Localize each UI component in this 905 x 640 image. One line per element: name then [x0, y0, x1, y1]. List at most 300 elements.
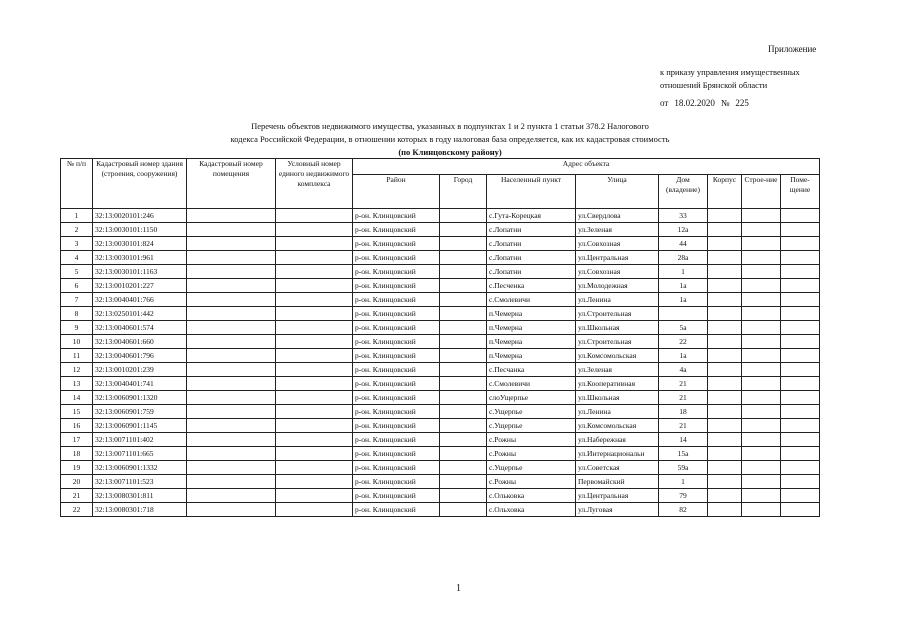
- cadastral-building-number: 32:13:0080301:718: [93, 503, 187, 517]
- city-cell: [440, 405, 487, 419]
- table-row: [61, 447, 820, 461]
- table-row: [61, 433, 820, 447]
- pomeshchenie-cell: [781, 475, 820, 489]
- pomeshchenie-cell: [781, 489, 820, 503]
- pomeshchenie-cell: [781, 209, 820, 223]
- district-cell: р-он. Клинцовский: [353, 349, 440, 363]
- city-cell: [440, 335, 487, 349]
- city-cell: [440, 279, 487, 293]
- korpus-cell: [708, 503, 742, 517]
- locality-cell: с.Лопатни: [487, 251, 576, 265]
- locality-cell: с.Ущерпье: [487, 461, 576, 475]
- stroenie-cell: [742, 265, 781, 279]
- cadastral-room-number: [187, 461, 276, 475]
- street-cell: ул.Строительная: [576, 335, 659, 349]
- table-row: [61, 223, 820, 237]
- korpus-cell: [708, 223, 742, 237]
- cadastral-building-number: 32:13:0030101:1150: [93, 223, 187, 237]
- house-cell: [659, 307, 708, 321]
- street-cell: ул.Центральная: [576, 251, 659, 265]
- house-cell: 1а: [659, 349, 708, 363]
- city-cell: [440, 265, 487, 279]
- street-cell: ул.Школьная: [576, 321, 659, 335]
- cadastral-room-number: [187, 475, 276, 489]
- objects-table: [60, 158, 820, 517]
- street-cell: ул.Комсомольская: [576, 419, 659, 433]
- korpus-cell: [708, 377, 742, 391]
- cadastral-room-number: [187, 265, 276, 279]
- table-row: [61, 279, 820, 293]
- stroenie-cell: [742, 293, 781, 307]
- conditional-number: [276, 489, 353, 503]
- house-cell: 15а: [659, 447, 708, 461]
- house-cell: 1а: [659, 293, 708, 307]
- street-cell: ул.Школьная: [576, 391, 659, 405]
- conditional-number: [276, 475, 353, 489]
- row-number: 9: [61, 321, 93, 335]
- pomeshchenie-cell: [781, 335, 820, 349]
- locality-cell: слоУщерпье: [487, 391, 576, 405]
- stroenie-cell: [742, 391, 781, 405]
- header-house: Дом (владение): [659, 175, 708, 209]
- conditional-number: [276, 433, 353, 447]
- korpus-cell: [708, 265, 742, 279]
- page-number: 1: [456, 583, 461, 594]
- house-cell: 28а: [659, 251, 708, 265]
- district-cell: р-он. Клинцовский: [353, 209, 440, 223]
- conditional-number: [276, 307, 353, 321]
- city-cell: [440, 209, 487, 223]
- cadastral-building-number: 32:13:0020101:246: [93, 209, 187, 223]
- locality-cell: с.Гута-Корецкая: [487, 209, 576, 223]
- stroenie-cell: [742, 349, 781, 363]
- stroenie-cell: [742, 461, 781, 475]
- korpus-cell: [708, 349, 742, 363]
- appendix-label: Приложение: [768, 44, 817, 54]
- header-cad-building: Кадастровый номер здания (строения, сооружения): [93, 159, 187, 209]
- table-row: [61, 293, 820, 307]
- header-stroenie: Строе-ние: [742, 175, 781, 209]
- table-row: [61, 363, 820, 377]
- house-cell: 18: [659, 405, 708, 419]
- cadastral-room-number: [187, 335, 276, 349]
- district-cell: р-он. Клинцовский: [353, 363, 440, 377]
- pomeshchenie-cell: [781, 237, 820, 251]
- header-city: Город: [440, 175, 487, 209]
- korpus-cell: [708, 279, 742, 293]
- district-cell: р-он. Клинцовский: [353, 419, 440, 433]
- city-cell: [440, 461, 487, 475]
- city-cell: [440, 419, 487, 433]
- header-korpus: Корпус: [708, 175, 742, 209]
- row-number: 13: [61, 377, 93, 391]
- house-cell: 12а: [659, 223, 708, 237]
- district-cell: р-он. Клинцовский: [353, 461, 440, 475]
- pomeshchenie-cell: [781, 377, 820, 391]
- stroenie-cell: [742, 223, 781, 237]
- order-date: 18.02.2020: [674, 98, 715, 108]
- locality-cell: с.Лопатни: [487, 223, 576, 237]
- table-row: [61, 349, 820, 363]
- locality-cell: с.Песчанка: [487, 363, 576, 377]
- city-cell: [440, 237, 487, 251]
- locality-cell: с.Песченка: [487, 279, 576, 293]
- cadastral-building-number: 32:13:0030101:1163: [93, 265, 187, 279]
- house-cell: 33: [659, 209, 708, 223]
- korpus-cell: [708, 405, 742, 419]
- locality-cell: с.Рожны: [487, 475, 576, 489]
- house-cell: 5а: [659, 321, 708, 335]
- pomeshchenie-cell: [781, 223, 820, 237]
- row-number: 10: [61, 335, 93, 349]
- conditional-number: [276, 321, 353, 335]
- table-row: [61, 237, 820, 251]
- district-cell: р-он. Клинцовский: [353, 447, 440, 461]
- pomeshchenie-cell: [781, 503, 820, 517]
- table-row: [61, 251, 820, 265]
- table-row: [61, 209, 820, 223]
- locality-cell: с.Ольковка: [487, 489, 576, 503]
- stroenie-cell: [742, 447, 781, 461]
- district-cell: р-он. Клинцовский: [353, 251, 440, 265]
- house-cell: 1: [659, 265, 708, 279]
- pomeshchenie-cell: [781, 461, 820, 475]
- row-number: 22: [61, 503, 93, 517]
- locality-cell: с.Смолевичи: [487, 293, 576, 307]
- order-date-line: [660, 98, 755, 108]
- row-number: 19: [61, 461, 93, 475]
- locality-cell: с.Рожны: [487, 433, 576, 447]
- conditional-number: [276, 279, 353, 293]
- stroenie-cell: [742, 377, 781, 391]
- cadastral-building-number: 32:13:0071101:402: [93, 433, 187, 447]
- locality-cell: п.Чемерна: [487, 335, 576, 349]
- header-locality: Населенный пункт: [487, 175, 576, 209]
- street-cell: ул.Молодежная: [576, 279, 659, 293]
- conditional-number: [276, 363, 353, 377]
- city-cell: [440, 447, 487, 461]
- pomeshchenie-cell: [781, 349, 820, 363]
- korpus-cell: [708, 335, 742, 349]
- cadastral-room-number: [187, 503, 276, 517]
- row-number: 5: [61, 265, 93, 279]
- table-row: [61, 475, 820, 489]
- order-number-sign: №: [720, 98, 730, 108]
- cadastral-building-number: 32:13:0040601:574: [93, 321, 187, 335]
- pomeshchenie-cell: [781, 293, 820, 307]
- street-cell: ул.Набережная: [576, 433, 659, 447]
- document-title-district: (по Клинцовскому району): [398, 147, 502, 157]
- house-cell: 1: [659, 475, 708, 489]
- city-cell: [440, 377, 487, 391]
- street-cell: ул.Кооперативная: [576, 377, 659, 391]
- locality-cell: с.Рожны: [487, 447, 576, 461]
- table-row: [61, 503, 820, 517]
- house-cell: 59а: [659, 461, 708, 475]
- street-cell: ул.Строительная: [576, 307, 659, 321]
- conditional-number: [276, 237, 353, 251]
- district-cell: р-он. Клинцовский: [353, 237, 440, 251]
- pomeshchenie-cell: [781, 433, 820, 447]
- cadastral-building-number: 32:13:0040401:766: [93, 293, 187, 307]
- conditional-number: [276, 405, 353, 419]
- cadastral-building-number: 32:13:0010201:239: [93, 363, 187, 377]
- street-cell: ул.Луговая: [576, 503, 659, 517]
- city-cell: [440, 475, 487, 489]
- korpus-cell: [708, 321, 742, 335]
- row-number: 18: [61, 447, 93, 461]
- conditional-number: [276, 377, 353, 391]
- house-cell: 82: [659, 503, 708, 517]
- cadastral-room-number: [187, 447, 276, 461]
- street-cell: ул.Комсомольская: [576, 349, 659, 363]
- cadastral-building-number: 32:13:0030101:961: [93, 251, 187, 265]
- conditional-number: [276, 251, 353, 265]
- row-number: 6: [61, 279, 93, 293]
- row-number: 4: [61, 251, 93, 265]
- district-cell: р-он. Клинцовский: [353, 307, 440, 321]
- city-cell: [440, 349, 487, 363]
- stroenie-cell: [742, 209, 781, 223]
- conditional-number: [276, 293, 353, 307]
- cadastral-building-number: 32:13:0010201:227: [93, 279, 187, 293]
- cadastral-building-number: 32:13:0071101:665: [93, 447, 187, 461]
- pomeshchenie-cell: [781, 419, 820, 433]
- stroenie-cell: [742, 433, 781, 447]
- cadastral-building-number: 32:13:0060901:759: [93, 405, 187, 419]
- conditional-number: [276, 223, 353, 237]
- table-row: [61, 405, 820, 419]
- conditional-number: [276, 335, 353, 349]
- pomeshchenie-cell: [781, 405, 820, 419]
- pomeshchenie-cell: [781, 447, 820, 461]
- district-cell: р-он. Клинцовский: [353, 503, 440, 517]
- stroenie-cell: [742, 503, 781, 517]
- conditional-number: [276, 419, 353, 433]
- conditional-number: [276, 391, 353, 405]
- korpus-cell: [708, 293, 742, 307]
- cadastral-building-number: 32:13:0071101:523: [93, 475, 187, 489]
- street-cell: ул.Ленина: [576, 293, 659, 307]
- table-row: [61, 335, 820, 349]
- city-cell: [440, 391, 487, 405]
- korpus-cell: [708, 307, 742, 321]
- stroenie-cell: [742, 475, 781, 489]
- stroenie-cell: [742, 307, 781, 321]
- table-row: [61, 307, 820, 321]
- cadastral-building-number: 32:13:0060901:1332: [93, 461, 187, 475]
- locality-cell: с.Ущерпье: [487, 405, 576, 419]
- korpus-cell: [708, 475, 742, 489]
- korpus-cell: [708, 363, 742, 377]
- cadastral-room-number: [187, 349, 276, 363]
- korpus-cell: [708, 419, 742, 433]
- cadastral-room-number: [187, 209, 276, 223]
- street-cell: ул.Совхозная: [576, 265, 659, 279]
- stroenie-cell: [742, 419, 781, 433]
- cadastral-room-number: [187, 391, 276, 405]
- stroenie-cell: [742, 321, 781, 335]
- street-cell: ул.Свердлова: [576, 209, 659, 223]
- cadastral-building-number: 32:13:0080301:811: [93, 489, 187, 503]
- pomeshchenie-cell: [781, 363, 820, 377]
- header-district: Район: [353, 175, 440, 209]
- district-cell: р-он. Клинцовский: [353, 489, 440, 503]
- conditional-number: [276, 503, 353, 517]
- city-cell: [440, 251, 487, 265]
- row-number: 12: [61, 363, 93, 377]
- city-cell: [440, 321, 487, 335]
- pomeshchenie-cell: [781, 307, 820, 321]
- house-cell: 21: [659, 377, 708, 391]
- korpus-cell: [708, 237, 742, 251]
- city-cell: [440, 503, 487, 517]
- street-cell: ул.Советская: [576, 461, 659, 475]
- cadastral-room-number: [187, 433, 276, 447]
- table-row: [61, 489, 820, 503]
- district-cell: р-он. Клинцовский: [353, 321, 440, 335]
- street-cell: ул.Зеленая: [576, 223, 659, 237]
- order-reference-line2: отношений Брянской области: [660, 80, 768, 90]
- cadastral-building-number: 32:13:0250101:442: [93, 307, 187, 321]
- table-row: [61, 391, 820, 405]
- city-cell: [440, 433, 487, 447]
- pomeshchenie-cell: [781, 251, 820, 265]
- row-number: 1: [61, 209, 93, 223]
- header-num: № п/п: [61, 159, 93, 209]
- city-cell: [440, 223, 487, 237]
- district-cell: р-он. Клинцовский: [353, 475, 440, 489]
- district-cell: р-он. Клинцовский: [353, 391, 440, 405]
- stroenie-cell: [742, 279, 781, 293]
- district-cell: р-он. Клинцовский: [353, 335, 440, 349]
- street-cell: ул.Ленина: [576, 405, 659, 419]
- cadastral-room-number: [187, 419, 276, 433]
- header-street: Улица: [576, 175, 659, 209]
- locality-cell: с.Лопатни: [487, 237, 576, 251]
- stroenie-cell: [742, 335, 781, 349]
- conditional-number: [276, 447, 353, 461]
- street-cell: ул.Совхозная: [576, 237, 659, 251]
- street-cell: Первомайский: [576, 475, 659, 489]
- row-number: 7: [61, 293, 93, 307]
- district-cell: р-он. Клинцовский: [353, 279, 440, 293]
- conditional-number: [276, 349, 353, 363]
- house-cell: 4а: [659, 363, 708, 377]
- street-cell: ул.Интернациональн: [576, 447, 659, 461]
- house-cell: 14: [659, 433, 708, 447]
- order-number: 225: [735, 98, 749, 108]
- conditional-number: [276, 209, 353, 223]
- cadastral-building-number: 32:13:0060901:1145: [93, 419, 187, 433]
- cadastral-room-number: [187, 293, 276, 307]
- korpus-cell: [708, 447, 742, 461]
- pomeshchenie-cell: [781, 391, 820, 405]
- district-cell: р-он. Клинцовский: [353, 433, 440, 447]
- district-cell: р-он. Клинцовский: [353, 405, 440, 419]
- order-from-label: от: [660, 98, 669, 108]
- table-row: [61, 265, 820, 279]
- locality-cell: п.Чемерна: [487, 307, 576, 321]
- table-row: [61, 321, 820, 335]
- house-cell: 22: [659, 335, 708, 349]
- row-number: 17: [61, 433, 93, 447]
- pomeshchenie-cell: [781, 279, 820, 293]
- district-cell: р-он. Клинцовский: [353, 377, 440, 391]
- city-cell: [440, 363, 487, 377]
- pomeshchenie-cell: [781, 265, 820, 279]
- cadastral-room-number: [187, 377, 276, 391]
- street-cell: ул.Зеленая: [576, 363, 659, 377]
- house-cell: 1а: [659, 279, 708, 293]
- korpus-cell: [708, 251, 742, 265]
- row-number: 15: [61, 405, 93, 419]
- table-row: [61, 419, 820, 433]
- city-cell: [440, 489, 487, 503]
- district-cell: р-он. Клинцовский: [353, 265, 440, 279]
- stroenie-cell: [742, 237, 781, 251]
- stroenie-cell: [742, 489, 781, 503]
- cadastral-building-number: 32:13:0040601:796: [93, 349, 187, 363]
- table-row: [61, 377, 820, 391]
- stroenie-cell: [742, 251, 781, 265]
- house-cell: 21: [659, 419, 708, 433]
- row-number: 14: [61, 391, 93, 405]
- conditional-number: [276, 461, 353, 475]
- row-number: 11: [61, 349, 93, 363]
- korpus-cell: [708, 209, 742, 223]
- district-cell: р-он. Клинцовский: [353, 293, 440, 307]
- house-cell: 44: [659, 237, 708, 251]
- cadastral-room-number: [187, 363, 276, 377]
- cadastral-room-number: [187, 237, 276, 251]
- stroenie-cell: [742, 363, 781, 377]
- header-cad-room: Кадастровый номер помещения: [187, 159, 276, 209]
- table-row: [61, 461, 820, 475]
- cadastral-room-number: [187, 489, 276, 503]
- cadastral-room-number: [187, 405, 276, 419]
- locality-cell: с.Ущерпье: [487, 419, 576, 433]
- conditional-number: [276, 265, 353, 279]
- pomeshchenie-cell: [781, 321, 820, 335]
- korpus-cell: [708, 489, 742, 503]
- row-number: 3: [61, 237, 93, 251]
- korpus-cell: [708, 433, 742, 447]
- cadastral-building-number: 32:13:0040601:660: [93, 335, 187, 349]
- city-cell: [440, 307, 487, 321]
- house-cell: 21: [659, 391, 708, 405]
- locality-cell: с.Лопатни: [487, 265, 576, 279]
- house-cell: 79: [659, 489, 708, 503]
- cadastral-building-number: 32:13:0040401:741: [93, 377, 187, 391]
- cadastral-room-number: [187, 279, 276, 293]
- row-number: 8: [61, 307, 93, 321]
- cadastral-room-number: [187, 223, 276, 237]
- locality-cell: с.Ольховка: [487, 503, 576, 517]
- district-cell: р-он. Клинцовский: [353, 223, 440, 237]
- korpus-cell: [708, 391, 742, 405]
- cadastral-room-number: [187, 307, 276, 321]
- cadastral-room-number: [187, 321, 276, 335]
- header-address: Адрес объекта: [353, 159, 820, 175]
- table-body: [61, 209, 820, 517]
- locality-cell: п.Чемерна: [487, 321, 576, 335]
- header-pomeshchenie: Поме-щение: [781, 175, 820, 209]
- document-title-line1: Перечень объектов недвижимого имущества, указанных в подпунктах 1 и 2 пункта 1 статьи 378.2 Налогового: [251, 121, 649, 131]
- header-cond-number: Условный номер единого недвижимого комплекса: [276, 159, 353, 209]
- cadastral-building-number: 32:13:0030101:824: [93, 237, 187, 251]
- document-title-line2: кодекса Российской Федерации, в отношении которых в году налоговая база определяется, как их кадастровая стоимость: [230, 134, 670, 144]
